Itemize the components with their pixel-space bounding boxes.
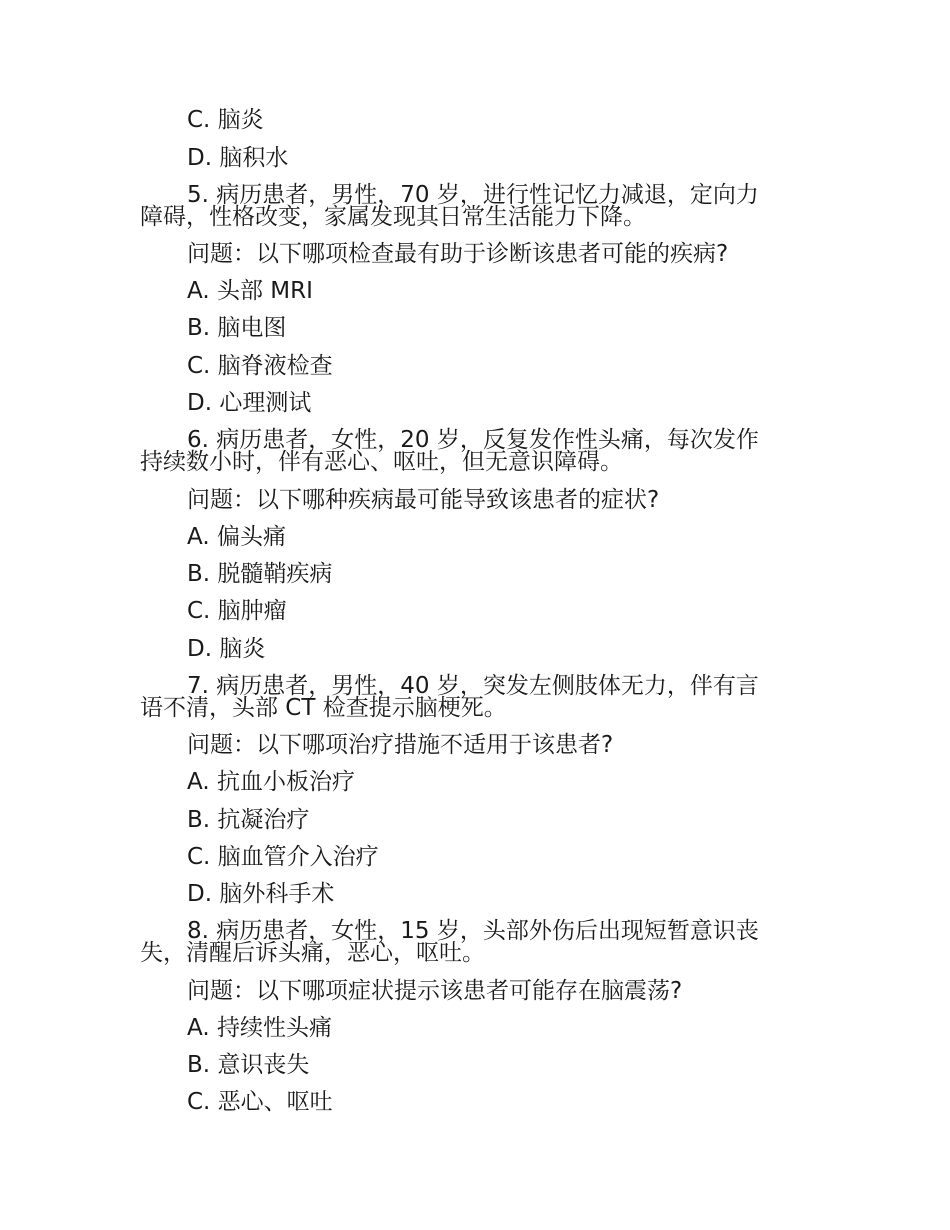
case-line: 7. 病历患者，男性，40 岁，突发左侧肢体无力，伴有言 <box>187 673 759 699</box>
option-line: A. 头部 MRI <box>187 278 313 304</box>
option-line: B. 脑电图 <box>187 315 287 341</box>
option-line: A. 抗血小板治疗 <box>187 769 355 795</box>
option-line: D. 脑炎 <box>187 636 266 662</box>
option-line: A. 偏头痛 <box>187 524 286 550</box>
question-line: 问题：以下哪项治疗措施不适用于该患者? <box>187 732 614 758</box>
case-line: 8. 病历患者，女性，15 岁，头部外伤后出现短暂意识丧 <box>187 918 759 944</box>
question-line: 问题：以下哪项检查最有助于诊断该患者可能的疾病? <box>187 241 729 267</box>
option-line: C. 脑肿瘤 <box>187 598 287 624</box>
question-line: 问题：以下哪项症状提示该患者可能存在脑震荡? <box>187 978 683 1004</box>
option-line: C. 脑血管介入治疗 <box>187 844 379 870</box>
question-line: 问题：以下哪种疾病最可能导致该患者的症状? <box>187 487 660 513</box>
case-line-continued: 障碍，性格改变，家属发现其日常生活能力下降。 <box>140 204 646 230</box>
option-line: B. 抗凝治疗 <box>187 807 310 833</box>
option-line: C. 恶心、呕吐 <box>187 1089 333 1115</box>
case-line-continued: 失，清醒后诉头痛，恶心，呕吐。 <box>140 940 485 966</box>
case-line: 6. 病历患者，女性，20 岁，反复发作性头痛，每次发作 <box>187 427 759 453</box>
case-line: 5. 病历患者，男性，70 岁，进行性记忆力减退，定向力 <box>187 182 759 208</box>
option-line: D. 心理测试 <box>187 390 312 416</box>
case-line-continued: 持续数小时，伴有恶心、呕吐，但无意识障碍。 <box>140 449 623 475</box>
case-line-continued: 语不清，头部 CT 检查提示脑梗死。 <box>140 695 507 721</box>
option-line: D. 脑外科手术 <box>187 881 335 907</box>
option-line: C. 脑炎 <box>187 107 264 133</box>
option-line: D. 脑积水 <box>187 145 289 171</box>
option-line: B. 脱髓鞘疾病 <box>187 561 333 587</box>
option-line: B. 意识丧失 <box>187 1052 310 1078</box>
option-line: A. 持续性头痛 <box>187 1015 332 1041</box>
option-line: C. 脑脊液检查 <box>187 353 333 379</box>
